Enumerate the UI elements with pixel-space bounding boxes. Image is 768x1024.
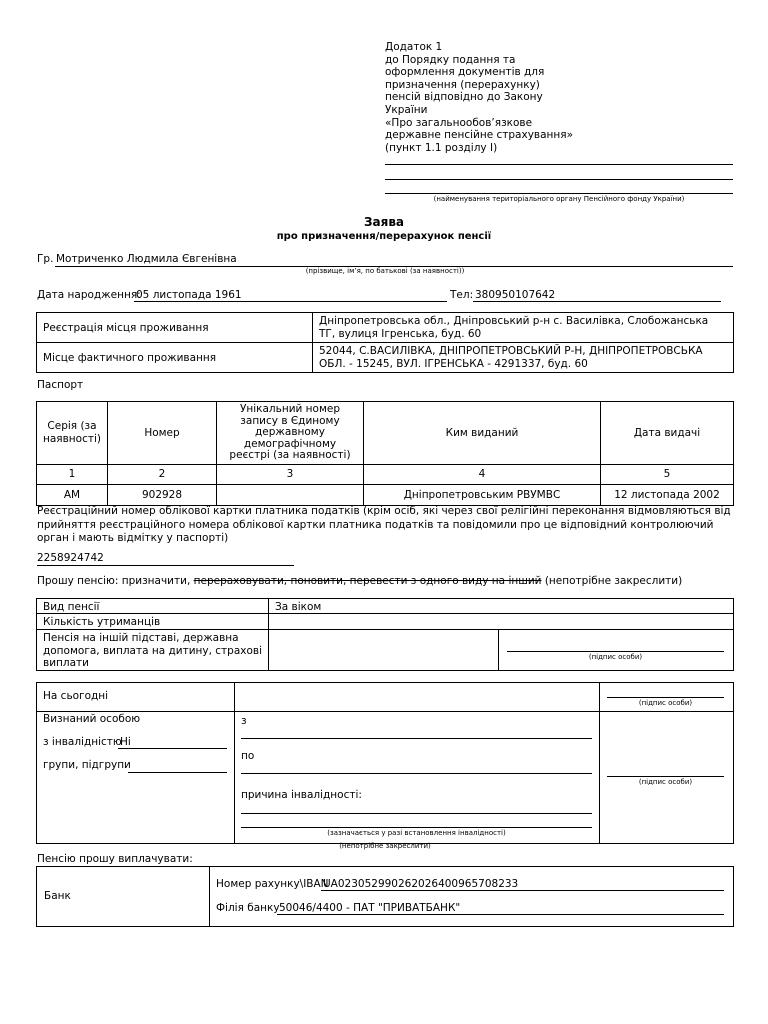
account-value[interactable]: UA023052990262026400965708233 [323,878,519,890]
tax-number-line [37,565,294,566]
appendix-line: Додаток 1 [385,41,443,53]
request-suffix: (непотрібне закреслити) [544,575,683,587]
appendix-line: пенсій відповідно до Закону [385,91,543,104]
phone-value[interactable]: 380950107642 [475,289,556,301]
disability-to-line[interactable] [241,773,592,774]
passport-table [36,401,734,506]
document-subtitle: про призначення/перерахунок пенсії [276,231,492,242]
passport-series-value[interactable]: АМ [37,484,108,505]
organ-caption: (найменування територіального органу Пенсійного фонду України) [433,195,685,203]
birth-date-line [134,301,447,302]
pension-type-value[interactable]: За віком [275,601,322,613]
strike-caption: (непотрібне закреслити) [339,842,431,850]
passport-col-number: 1 [37,464,108,484]
passport-col-number: 3 [217,464,364,484]
organ-line-1[interactable] [385,164,733,165]
birth-date-value[interactable]: 05 листопада 1961 [136,289,242,301]
tax-number-text: Реєстраційний номер облікової картки платника податків (крім осіб, які через свої релігійні переконання відмовляються від прийняття реєстраційного номера облікової картки платника податків та повідомили про це відповідний контролюючий орган і мають відмітку у паспорті) [37,505,731,544]
disability-from-label: з [241,715,247,727]
request-prefix: Прошу пенсію: призначити, [37,575,191,587]
disability-cause-label: причина інвалідності: [241,789,362,801]
organ-line-2[interactable] [385,179,733,180]
applicant-prefix: Гр. [37,253,54,265]
passport-col-number: 5 [601,464,734,484]
passport-header-date: Дата видачі [601,402,734,465]
appendix-line: України [385,103,428,116]
applicant-name-caption: (прізвище, ім’я, по батькові (за наявності)) [305,267,465,275]
group-value-line[interactable] [128,772,227,773]
disabled-label: з інвалідністю [43,736,122,748]
address-table [36,312,734,373]
appendix-line: «Про загальнообов’язкове [385,116,533,129]
pension-col-divider [268,598,269,671]
payment-label: Пенсію прошу виплачувати: [37,853,193,865]
branch-value[interactable]: 50046/4400 - ПАТ "ПРИВАТБАНК" [279,902,461,914]
pension-request [37,575,682,587]
pension-type-label: Вид пенсії [43,601,100,613]
disability-cause-line-1[interactable] [241,813,592,814]
passport-label: Паспорт [37,379,84,391]
disability-signature-line[interactable] [607,776,724,777]
passport-date-value[interactable]: 12 листопада 2002 [601,484,734,505]
passport-col-number: 2 [108,464,217,484]
passport-header-issuer: Ким виданий [364,402,601,465]
pension-col-divider [498,629,499,671]
disability-from-line[interactable] [241,738,592,739]
passport-issuer-value[interactable]: Дніпропетровським РВУМВС [364,484,601,505]
branch-line [277,914,724,915]
disability-cause-line-2[interactable] [241,827,592,828]
disability-col-divider [234,682,235,844]
applicant-name[interactable]: Мотриченко Людмила Євгенівна [56,253,237,265]
appendix-line: (пункт 1.1 розділу І) [385,141,498,154]
pension-row-divider [36,613,734,614]
passport-col-number: 4 [364,464,601,484]
disabled-value[interactable]: Ні [120,736,131,748]
disability-row-divider [36,711,734,712]
tax-number-value[interactable]: 2258924742 [37,552,104,564]
phone-label: Тел: [450,289,474,301]
today-signature-line[interactable] [607,697,724,698]
today-signature-caption: (підпис особи) [638,699,693,707]
bank-table [36,866,734,927]
pension-signature-line[interactable] [507,651,724,652]
dependents-label: Кількість утриманців [43,616,161,628]
bank-label: Банк [44,890,71,902]
bank-col-divider [209,866,210,927]
pension-row-divider [36,629,734,630]
appendix-line: державне пенсійне страхування» [385,129,574,142]
registration-value[interactable]: Дніпропетровська обл., Дніпровський р-н с. Василівка, Слобожанська ТГ, вулиця Ігренська, буд. 60 [313,313,734,343]
passport-header-unzr: Унікальний номер запису в Єдиному державному демографічному реєстрі (за наявності) [217,402,364,465]
branch-label: Філія банку [216,902,280,914]
disability-signature-caption: (підпис особи) [638,778,693,786]
recognized-label: Визнаний особою [43,713,141,725]
disabled-value-line [118,748,227,749]
today-label: На сьогодні [43,690,109,702]
request-struck-options: перераховувати, поновити, перевести з одного виду на інший [193,575,542,587]
appendix-line: оформлення документів для [385,66,545,79]
birth-date-label: Дата народження: [37,289,141,301]
appendix-block [385,41,615,154]
disability-cause-caption: (зазначається у разі встановлення інвалідності) [327,829,506,837]
pension-signature-caption: (підпис особи) [588,653,643,661]
organ-line-3[interactable] [385,193,733,194]
actual-address-value[interactable]: 52044, С.ВАСИЛІВКА, ДНІПРОПЕТРОВСЬКИЙ Р-Н, ДНІПРОПЕТРОВСЬКА ОБЛ. - 15245, ВУЛ. ІГРЕНСЬКА - 4291337, буд. 60 [313,343,734,373]
registration-label: Реєстрація місця проживання [37,313,313,343]
account-label: Номер рахунку\IBAN [216,878,329,890]
passport-header-series: Серія (за наявності) [37,402,108,465]
phone-line [473,301,721,302]
disability-col-divider [599,682,600,844]
passport-header-number: Номер [108,402,217,465]
group-label: групи, підгрупи [43,759,131,771]
other-pension-label: Пенсія на іншій підставі, державна допомога, виплата на дитину, страхові виплати [43,632,263,670]
appendix-line: до Порядку подання та [385,53,516,66]
passport-unzr-value[interactable] [217,484,364,505]
account-line [321,890,724,891]
disability-to-label: по [241,750,255,762]
appendix-line: призначення (перерахунку) [385,78,540,91]
document-title: Заява [363,215,405,229]
actual-address-label: Місце фактичного проживання [37,343,313,373]
passport-number-value[interactable]: 902928 [108,484,217,505]
